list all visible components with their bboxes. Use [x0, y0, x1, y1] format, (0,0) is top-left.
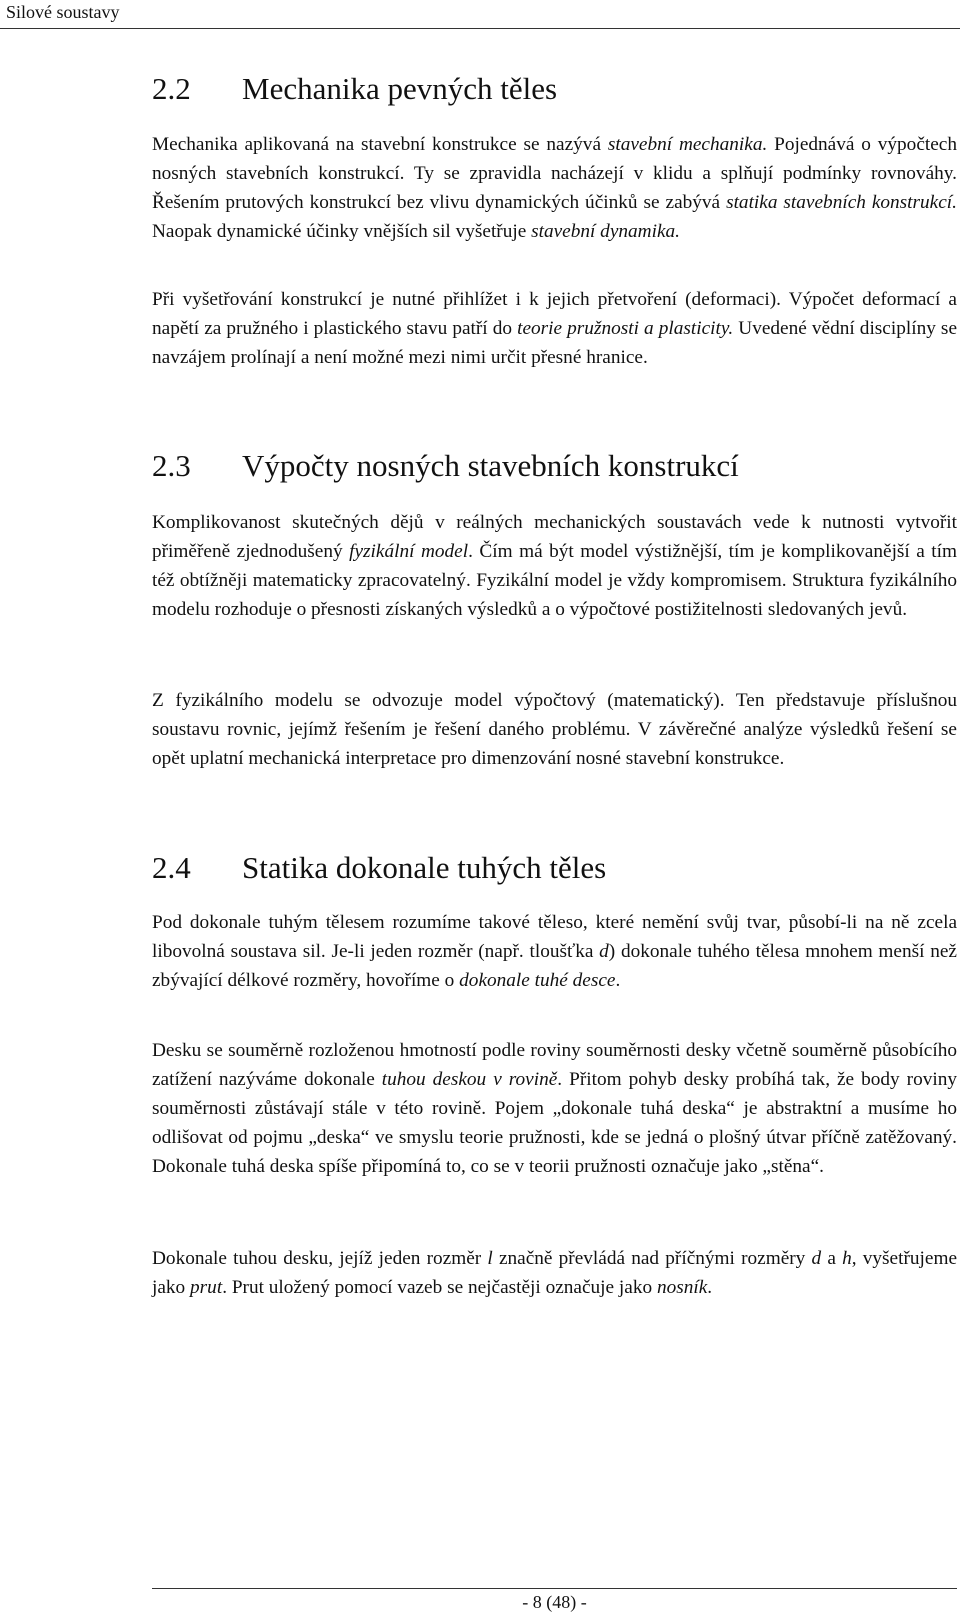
text-run: Při vyšetřování konstrukcí je nutné přihlížet i k jejich přetvoření (deformaci). Výpočet deformací a napětí za pružného i plastického stavu patří do [152, 289, 957, 339]
section-heading-2-2 [152, 71, 557, 107]
emphasis: prut [190, 1277, 223, 1298]
emphasis: tuhou deskou v rovině [381, 1069, 558, 1090]
header-title: Silové soustavy [6, 2, 120, 22]
text-run: ) dokonale tuhého tělesa mnohem menší než zbývající délkové rozměry, hovoříme o [152, 941, 957, 991]
text-run: Uvedené vědní disciplíny se navzájem prolínají a není možné mezi nimi určit přesné hranice. [152, 318, 957, 368]
text-run: a [821, 1248, 843, 1269]
text-run: Naopak dynamické účinky vnějších sil vyšetřuje [152, 221, 532, 242]
paragraph [152, 1244, 957, 1302]
text-run: , vyšetřujeme jako [152, 1248, 957, 1298]
paragraph [152, 130, 957, 246]
paragraph [152, 1036, 957, 1181]
emphasis: l [487, 1248, 493, 1269]
text-run: Desku se souměrně rozloženou hmotností podle roviny souměrnosti desky včetně souměrně působícího zatížení nazýváme dokonale [152, 1040, 957, 1090]
emphasis: d [811, 1248, 822, 1269]
section-title: Mechanika pevných těles [242, 71, 558, 106]
section-number: 2.4 [152, 850, 191, 885]
text-run: . [707, 1277, 713, 1298]
page-number: - 8 (48) - [522, 1592, 587, 1612]
emphasis: fyzikální model [349, 541, 469, 562]
emphasis: dokonale tuhé desce [459, 970, 616, 991]
text-run: Komplikovanost skutečných dějů v reálných mechanických soustavách vede k nutnosti vytvořit přiměřeně zjednodušený [152, 512, 957, 562]
paragraph [152, 908, 957, 995]
text-run: Z fyzikálního modelu se odvozuje model výpočtový (matematický). Ten představuje příslušnou soustavu rovnic, jejímž řešením je řešení daného problému. V závěrečné analýze výsledků řešení se opět uplatní mechanická interpretace pro dimenzování nosné stavební konstrukce. [152, 690, 957, 769]
text-run: . [615, 970, 621, 991]
text-run: . Přitom pohyb desky probíhá tak, že body roviny souměrnosti zůstávají stále v této rovině. Pojem „dokonale tuhá deska“ je abstraktní a musíme ho odlišovat od pojmu „deska“ ve smyslu teorie pružnosti, kde se jedná o plošný útvar příčně zatěžovaný. Dokonale tuhá deska spíše připomíná to, co se v teorii pružnosti označuje jako „stěna“. [152, 1069, 957, 1177]
page-footer [152, 1588, 957, 1613]
section-title: Statika dokonale tuhých těles [242, 850, 607, 885]
emphasis: stavební dynamika. [531, 221, 680, 242]
paragraph [152, 686, 957, 773]
text-run: Pod dokonale tuhým tělesem rozumíme takové těleso, které nemění svůj tvar, působí-li na ně zcela libovolná soustava sil. Je-li jeden rozměr (např. tloušťka [152, 912, 957, 962]
text-run: Dokonale tuhou desku, jejíž jeden rozměr [152, 1248, 488, 1269]
emphasis: stavební mechanika. [607, 134, 768, 155]
text-run: Mechanika aplikovaná na stavební konstrukce se nazývá [152, 134, 608, 155]
section-heading-2-3 [152, 448, 739, 484]
section-title: Výpočty nosných stavebních konstrukcí [242, 448, 739, 483]
paragraph [152, 508, 957, 624]
text-run: . Prut uložený pomocí vazeb se nejčastěji označuje jako [222, 1277, 657, 1298]
emphasis: statika stavebních konstrukcí. [726, 192, 957, 213]
emphasis: nosník [656, 1277, 708, 1298]
page-header [0, 0, 960, 29]
emphasis: d [599, 941, 609, 962]
section-number: 2.2 [152, 71, 191, 106]
emphasis: h [842, 1248, 852, 1269]
section-number: 2.3 [152, 448, 191, 483]
text-run: Pojednává o výpočtech nosných stavebních konstrukcí. Ty se zpravidla nacházejí v klidu a splňují podmínky rovnováhy. Řešením prutových konstrukcí bez vlivu dynamických účinků se zabývá [152, 134, 957, 213]
paragraph [152, 285, 957, 372]
text-run: . Čím má být model výstižnější, tím je komplikovanější a tím též obtížněji matematicky zpracovatelný. Fyzikální model je vždy kompromisem. Struktura fyzikálního modelu rozhoduje o přesnosti získaných výsledků a o výpočtové postižitelnosti sledovaných jevů. [152, 541, 958, 620]
emphasis: teorie pružnosti a plasticity. [517, 318, 734, 339]
text-run: značně převládá nad příčnými rozměry [492, 1248, 812, 1269]
section-heading-2-4 [152, 850, 606, 886]
